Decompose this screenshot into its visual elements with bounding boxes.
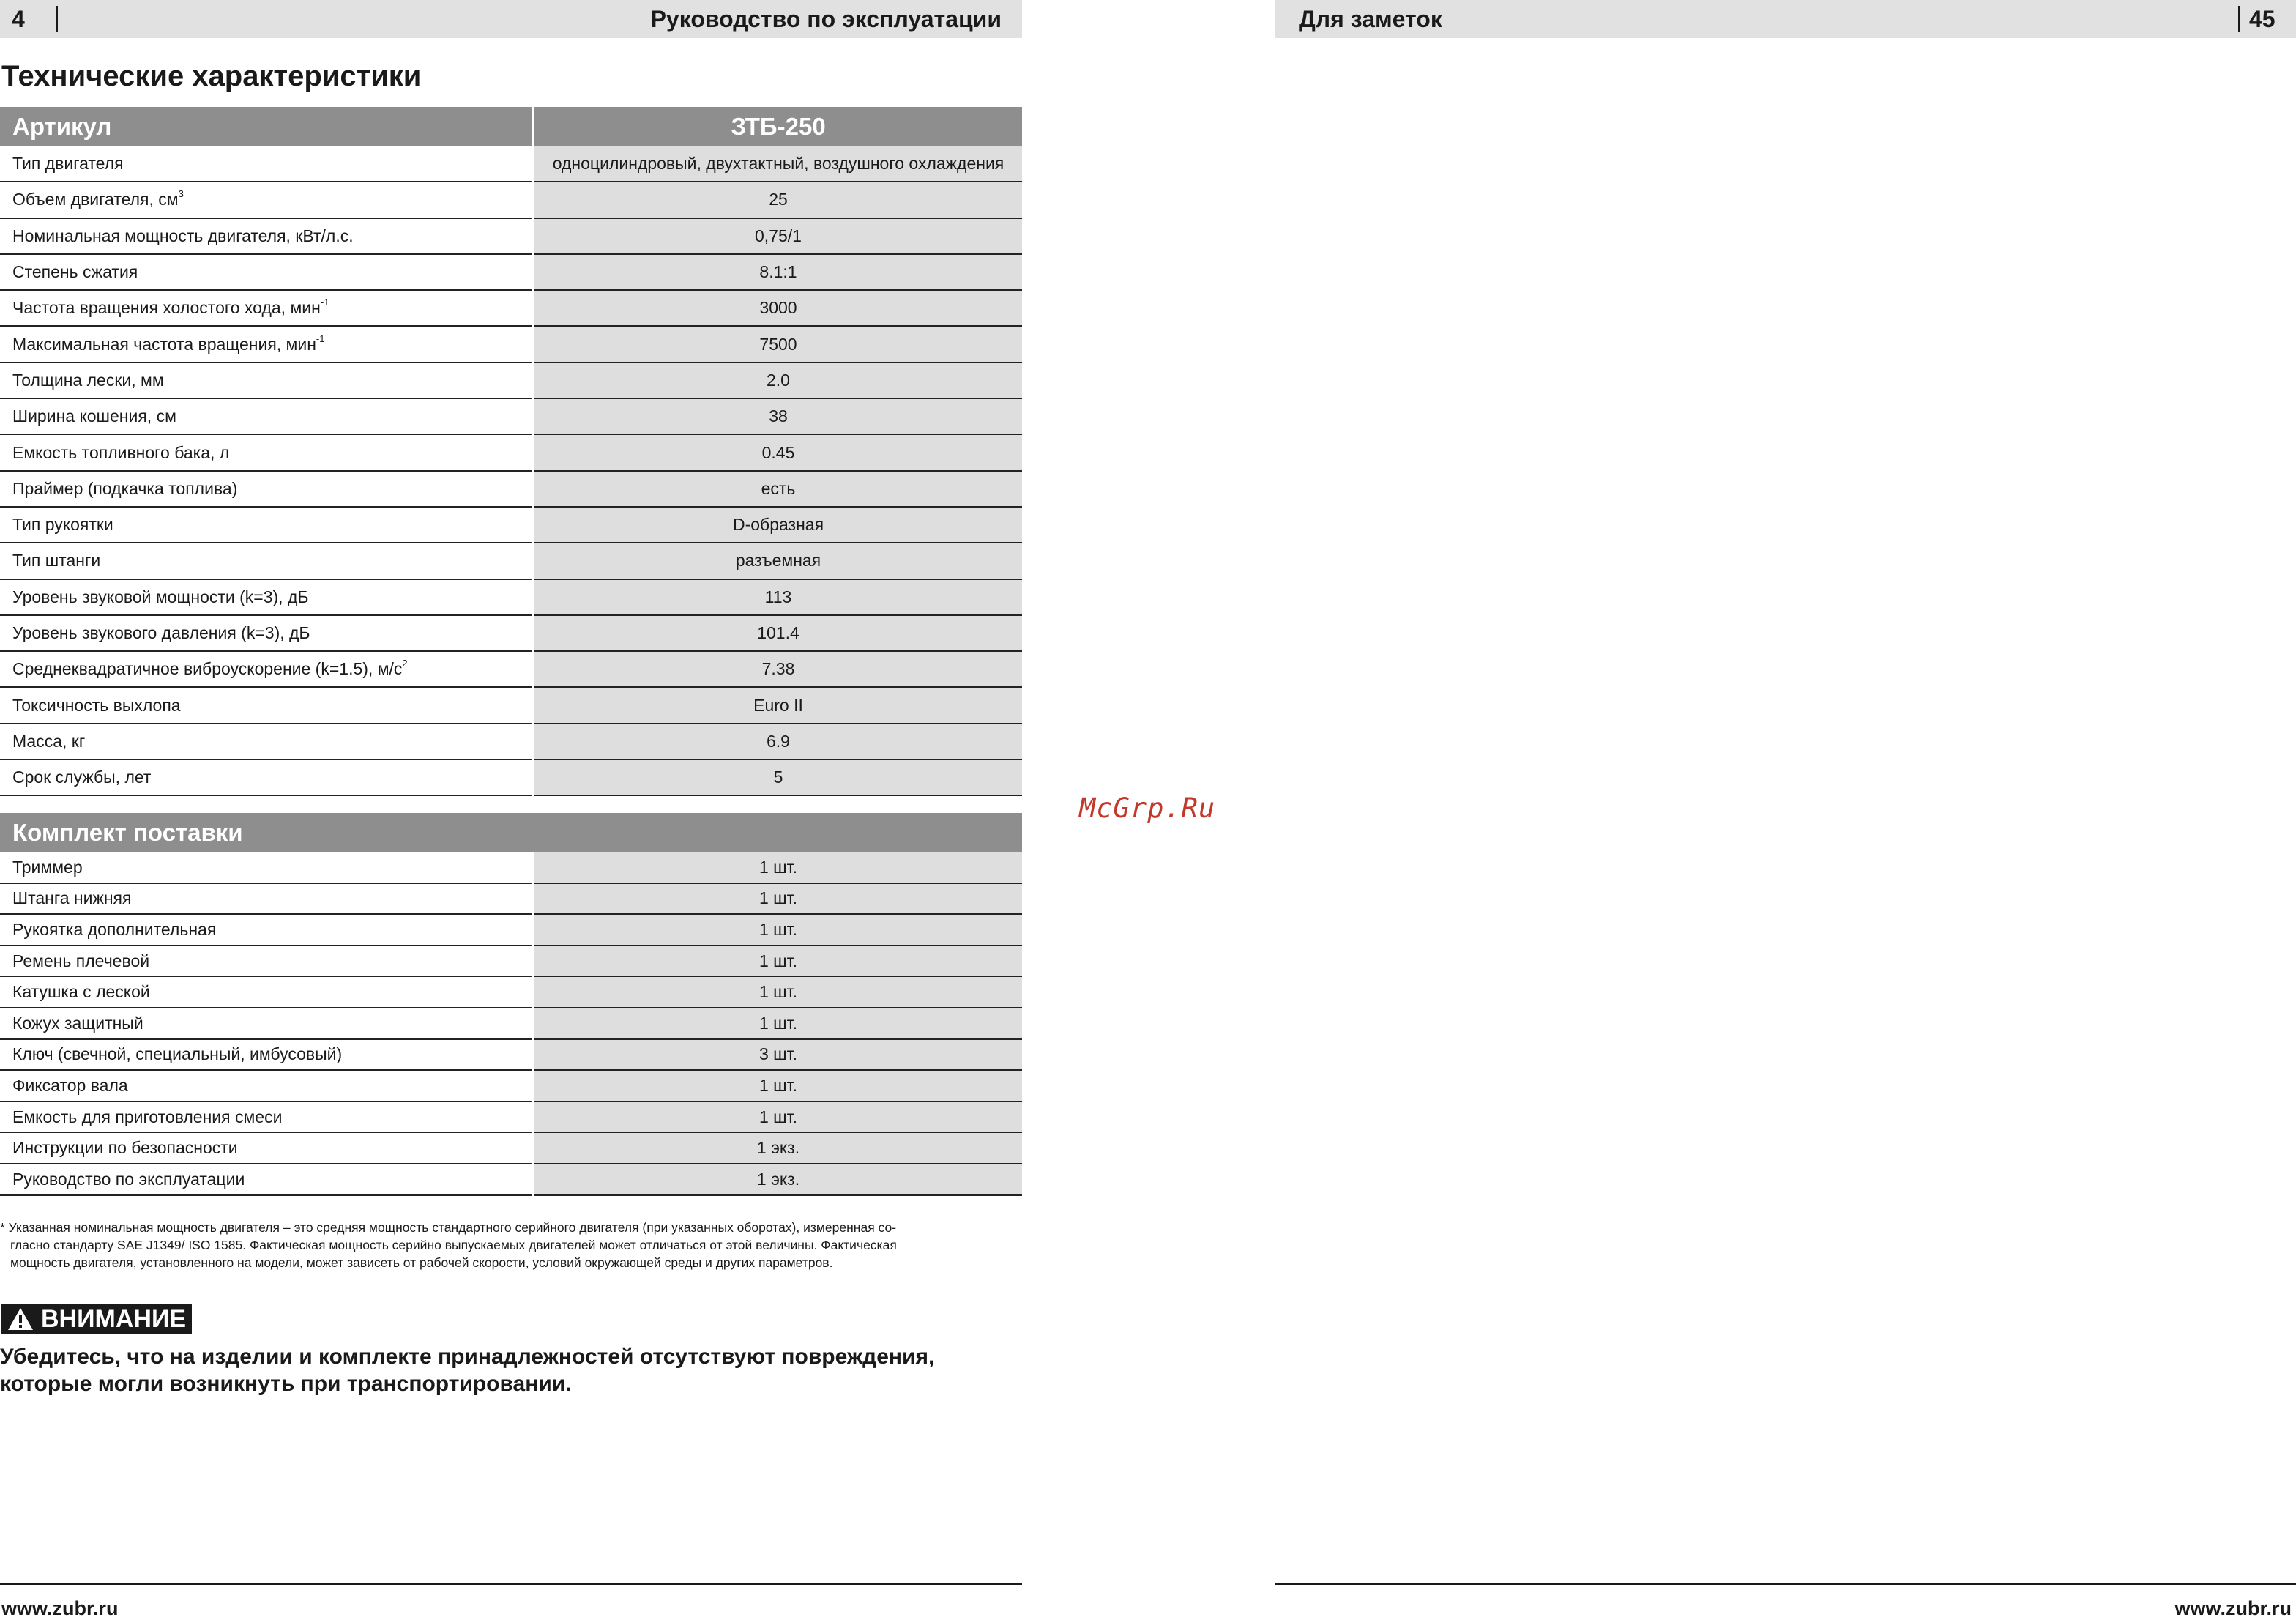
row-label: Уровень звукового давления (k=3), дБ xyxy=(0,615,534,651)
kit-table xyxy=(0,813,1022,1196)
tech-specs-table xyxy=(0,107,1022,796)
table-row xyxy=(0,398,1022,434)
row-value: 7500 xyxy=(534,326,1023,362)
row-value: 1 шт. xyxy=(534,945,1023,977)
table-row xyxy=(0,1039,1022,1071)
row-label: Кожух защитный xyxy=(0,1008,534,1039)
row-label: Токсичность выхлопа xyxy=(0,687,534,723)
table-row xyxy=(0,687,1022,723)
table-row xyxy=(0,434,1022,470)
row-value: 1 шт. xyxy=(534,1008,1023,1039)
footer-divider xyxy=(1275,1583,2296,1585)
footnote xyxy=(0,1219,1022,1271)
row-label: Руководство по эксплуатации xyxy=(0,1164,534,1195)
row-label: Праймер (подкачка топлива) xyxy=(0,471,534,507)
table-row xyxy=(0,1008,1022,1039)
row-label: Среднеквадратичное виброускорение (k=1.5), $м/с^2$ xyxy=(0,651,534,687)
row-label: Ключ (свечной, специальный, имбусовый) xyxy=(0,1039,534,1071)
row-label: Ремень плечевой xyxy=(0,945,534,977)
row-value: 1 экз. xyxy=(534,1132,1023,1164)
row-label: Инструкции по безопасности xyxy=(0,1132,534,1164)
row-label: Масса, кг xyxy=(0,724,534,759)
row-value: 5 xyxy=(534,759,1023,795)
table-row xyxy=(0,471,1022,507)
row-value: 6.9 xyxy=(534,724,1023,759)
table-row xyxy=(0,254,1022,290)
table-header-label: Комплект поставки xyxy=(0,813,1022,852)
table-row xyxy=(0,326,1022,362)
table-row xyxy=(0,1101,1022,1133)
table-row xyxy=(0,218,1022,254)
right-page xyxy=(1275,0,2296,1618)
table-row xyxy=(0,945,1022,977)
row-label: Емкость для приготовления смеси xyxy=(0,1101,534,1133)
row-label: Штанга нижняя xyxy=(0,883,534,915)
row-label: Емкость топливного бака, л xyxy=(0,434,534,470)
row-value: 1 шт. xyxy=(534,914,1023,945)
row-value: 8.1:1 xyxy=(534,254,1023,290)
row-label: Триммер xyxy=(0,852,534,883)
row-value: 113 xyxy=(534,579,1023,615)
row-label: Тип рукоятки xyxy=(0,507,534,543)
table-row xyxy=(0,543,1022,579)
row-label: Фиксатор вала xyxy=(0,1070,534,1101)
warning-text-line: Убедитесь, что на изделии и комплекте принадлежностей отсутствуют повреждения, xyxy=(0,1345,935,1369)
row-value: 101.4 xyxy=(534,615,1023,651)
table-row xyxy=(0,146,1022,182)
table-row xyxy=(0,507,1022,543)
section-title: Технические характеристики xyxy=(1,60,422,92)
row-value: 1 шт. xyxy=(534,1070,1023,1101)
table-row xyxy=(0,615,1022,651)
table-row xyxy=(0,724,1022,759)
row-value: 0,75/1 xyxy=(534,218,1023,254)
table-header-row xyxy=(0,813,1022,852)
row-value: 1 шт. xyxy=(534,976,1023,1008)
row-value: 1 экз. xyxy=(534,1164,1023,1195)
page-number: 45 xyxy=(2238,6,2296,32)
row-value: 1 шт. xyxy=(534,1101,1023,1133)
table-row xyxy=(0,976,1022,1008)
header-title: Для заметок xyxy=(1299,5,1442,32)
warning-triangle-icon xyxy=(7,1307,34,1331)
row-label: Частота вращения холостого хода, мин$^{-1}$ xyxy=(0,290,534,326)
row-label: Тип двигателя xyxy=(0,146,534,182)
header-title: Руководство по эксплуатации xyxy=(650,5,1002,32)
row-label: Тип штанги xyxy=(0,543,534,579)
row-label: Объем двигателя, $см^3$ xyxy=(0,182,534,218)
table-row xyxy=(0,883,1022,915)
warning-text-line: которые могли возникнуть при транспортировании. xyxy=(0,1372,572,1396)
table-row xyxy=(0,1164,1022,1195)
table-header-label: Артикул xyxy=(0,107,534,146)
row-label: Максимальная частота вращения, мин$^{-1}$ xyxy=(0,326,534,362)
table-row xyxy=(0,1070,1022,1101)
row-value: 2.0 xyxy=(534,363,1023,398)
warning-text xyxy=(0,1343,1022,1397)
row-label: Срок службы, лет xyxy=(0,759,534,795)
row-value: 3 шт. xyxy=(534,1039,1023,1071)
row-value: 1 шт. xyxy=(534,852,1023,883)
table-row xyxy=(0,290,1022,326)
row-value: есть xyxy=(534,471,1023,507)
table-row xyxy=(0,914,1022,945)
right-page-header xyxy=(1275,0,2296,38)
row-label: Толщина лески, мм xyxy=(0,363,534,398)
row-value: разъемная xyxy=(534,543,1023,579)
table-row xyxy=(0,852,1022,883)
row-value: 25 xyxy=(534,182,1023,218)
row-value: одноцилиндровый, двухтактный, воздушного охлаждения xyxy=(534,146,1023,182)
footer-url[interactable]: www.zubr.ru xyxy=(2174,1597,2292,1619)
footnote-line: мощность двигателя, установленного на модели, может зависеть от рабочей скорости, условий окружающей среды и других параметров. xyxy=(10,1255,833,1270)
table-row xyxy=(0,182,1022,218)
table-row xyxy=(0,759,1022,795)
watermark: McGrp.Ru xyxy=(1079,792,1216,824)
table-header-row xyxy=(0,107,1022,146)
row-value: 38 xyxy=(534,398,1023,434)
warning-label: ВНИМАНИЕ xyxy=(41,1304,187,1333)
row-value: Euro II xyxy=(534,687,1023,723)
footer-url[interactable]: www.zubr.ru xyxy=(1,1597,119,1619)
row-label: Рукоятка дополнительная xyxy=(0,914,534,945)
row-label: Номинальная мощность двигателя, кВт/л.с. xyxy=(0,218,534,254)
page-number: 4 xyxy=(0,6,58,32)
footnote-line: гласно стандарту SAE J1349/ ISO 1585. Фактическая мощность серийно выпускаемых двигателей может отличаться от этой величины. Фактическая xyxy=(10,1238,897,1252)
row-label: Ширина кошения, см xyxy=(0,398,534,434)
row-value: 7.38 xyxy=(534,651,1023,687)
warning-badge xyxy=(1,1304,192,1334)
row-value: 0.45 xyxy=(534,434,1023,470)
row-label: Степень сжатия xyxy=(0,254,534,290)
row-label: Уровень звуковой мощности (k=3), дБ xyxy=(0,579,534,615)
table-row xyxy=(0,651,1022,687)
table-row xyxy=(0,579,1022,615)
table-row xyxy=(0,1132,1022,1164)
footnote-line: * Указанная номинальная мощность двигателя – это средняя мощность стандартного серийного двигателя (при указанных оборотах), измеренная со- xyxy=(0,1220,897,1235)
row-value: D-образная xyxy=(534,507,1023,543)
table-header-value: ЗТБ-250 xyxy=(534,107,1023,146)
left-page-header xyxy=(0,0,1022,38)
row-value: 1 шт. xyxy=(534,883,1023,915)
row-label: Катушка с леской xyxy=(0,976,534,1008)
table-row xyxy=(0,363,1022,398)
left-page xyxy=(0,0,1022,1618)
footer-divider xyxy=(0,1583,1022,1585)
row-value: 3000 xyxy=(534,290,1023,326)
